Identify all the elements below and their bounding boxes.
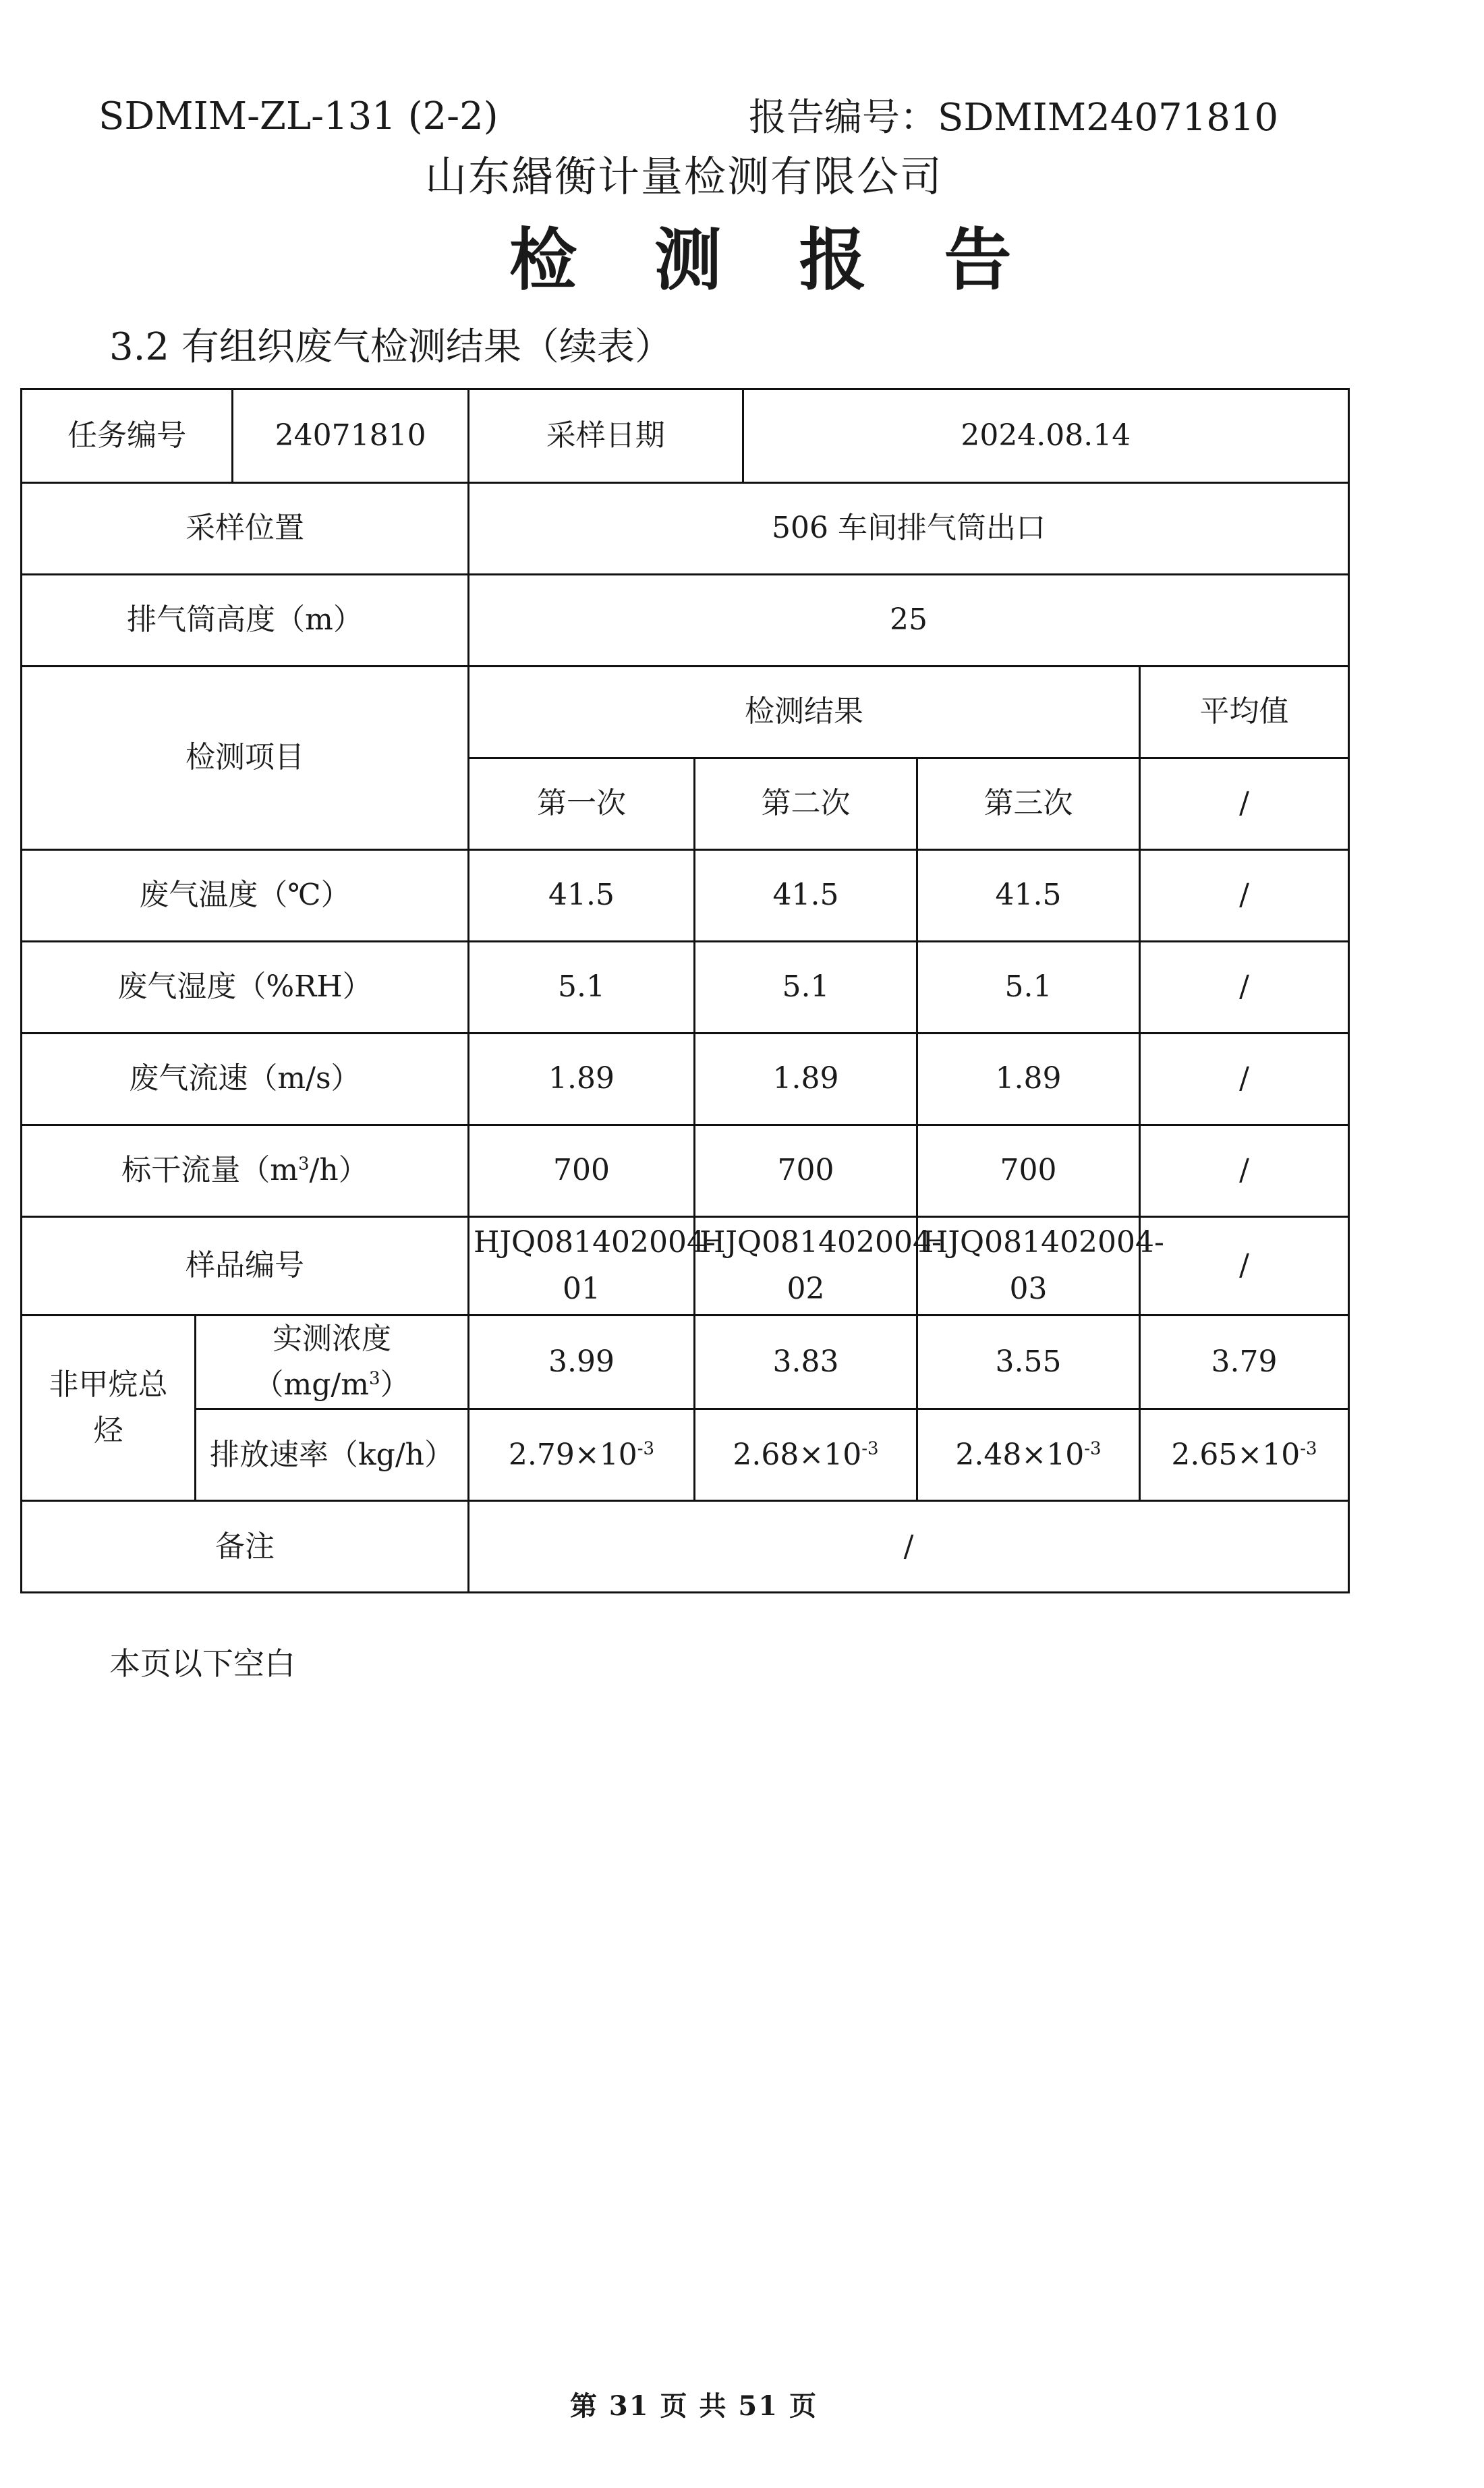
velocity-avg: /	[1140, 1034, 1349, 1125]
item-label: 检测项目	[22, 667, 469, 850]
nmhc-conc-avg: 3.79	[1140, 1316, 1349, 1409]
avg-placeholder: /	[1140, 758, 1349, 850]
run-1-label: 第一次	[469, 758, 695, 850]
temp-run-2: 41.5	[695, 850, 917, 942]
nmhc-conc-label: 实测浓度$(mg/m^3)$	[196, 1316, 469, 1409]
nmhc-rate-label: 排放速率（kg/h）	[196, 1409, 469, 1501]
nmhc-rate-run-3: $2.48\times 10^{-3}$	[917, 1409, 1140, 1501]
flow-run-1: 700	[469, 1125, 695, 1217]
table-row	[22, 1501, 1349, 1593]
sample-no-1: HJQ081402004- 01	[469, 1217, 695, 1316]
table-row	[22, 942, 1349, 1034]
sample-no-2: HJQ081402004- 02	[695, 1217, 917, 1316]
results-table	[20, 388, 1350, 1593]
table-row	[22, 483, 1349, 575]
table-row	[22, 1125, 1349, 1217]
run-2-label: 第二次	[695, 758, 917, 850]
velocity-run-2: 1.89	[695, 1034, 917, 1125]
company-name: 山东緡衡计量检测有限公司	[425, 152, 944, 201]
table-row	[22, 389, 1349, 483]
nmhc-rate-run-2: $2.68\times 10^{-3}$	[695, 1409, 917, 1501]
flow-run-2: 700	[695, 1125, 917, 1217]
sample-no-3: HJQ081402004- 03	[917, 1217, 1140, 1316]
temp-run-1: 41.5	[469, 850, 695, 942]
temp-run-3: 41.5	[917, 850, 1140, 942]
table-row	[22, 1034, 1349, 1125]
task-no-label: 任务编号	[22, 390, 233, 482]
nmhc-conc-run-3: 3.55	[917, 1316, 1140, 1409]
stack-height-value: 25	[469, 575, 1349, 667]
flow-run-3: 700	[917, 1125, 1140, 1217]
sample-date-value: 2024.08.14	[961, 418, 1131, 453]
flow-avg: /	[1140, 1125, 1349, 1217]
velocity-label: 废气流速（m/s）	[22, 1034, 469, 1125]
humidity-run-3: 5.1	[917, 942, 1140, 1034]
nmhc-rate-run-1: $2.79\times 10^{-3}$	[469, 1409, 695, 1501]
sample-no-label: 样品编号	[22, 1217, 469, 1316]
table-row	[22, 667, 1349, 758]
remark-value: /	[469, 1501, 1349, 1593]
temp-avg: /	[1140, 850, 1349, 942]
table-row	[22, 850, 1349, 942]
nmhc-group-label: 非甲烷总 烃	[22, 1316, 196, 1501]
temp-label: 废气温度（℃）	[22, 850, 469, 942]
table-row	[22, 1409, 1349, 1501]
report-number: 报告编号：SDMIM24071810	[749, 96, 1279, 140]
location-value: 506 车间排气筒出口	[469, 483, 1349, 575]
humidity-avg: /	[1140, 942, 1349, 1034]
humidity-run-2: 5.1	[695, 942, 917, 1034]
table-row	[22, 575, 1349, 667]
page-footer: 第 31 页 共 51 页	[570, 2390, 818, 2422]
run-3-label: 第三次	[917, 758, 1140, 850]
flow-label: 标干流量$(m^3/h)$	[22, 1125, 469, 1217]
form-code: SDMIM-ZL-131 (2-2)	[98, 94, 498, 138]
table-row	[22, 1316, 1349, 1409]
sample-date-label: 采样日期	[469, 390, 744, 482]
nmhc-rate-avg: $2.65\times 10^{-3}$	[1140, 1409, 1349, 1501]
task-no-value: 24071810	[275, 418, 426, 453]
location-label: 采样位置	[22, 483, 469, 575]
humidity-run-1: 5.1	[469, 942, 695, 1034]
document-title: 检 测 报 告	[509, 220, 1039, 300]
humidity-label: 废气湿度（%RH）	[22, 942, 469, 1034]
table-row	[22, 1217, 1349, 1316]
blank-below-note: 本页以下空白	[109, 1645, 295, 1682]
stack-height-label: 排气筒高度（m）	[22, 575, 469, 667]
result-label: 检测结果	[469, 667, 1140, 758]
nmhc-conc-run-1: 3.99	[469, 1316, 695, 1409]
section-title: 3.2 有组织废气检测结果（续表）	[109, 325, 673, 369]
velocity-run-1: 1.89	[469, 1034, 695, 1125]
avg-label: 平均值	[1140, 667, 1349, 758]
nmhc-conc-run-2: 3.83	[695, 1316, 917, 1409]
velocity-run-3: 1.89	[917, 1034, 1140, 1125]
remark-label: 备注	[22, 1501, 469, 1593]
sample-no-avg: /	[1140, 1217, 1349, 1316]
